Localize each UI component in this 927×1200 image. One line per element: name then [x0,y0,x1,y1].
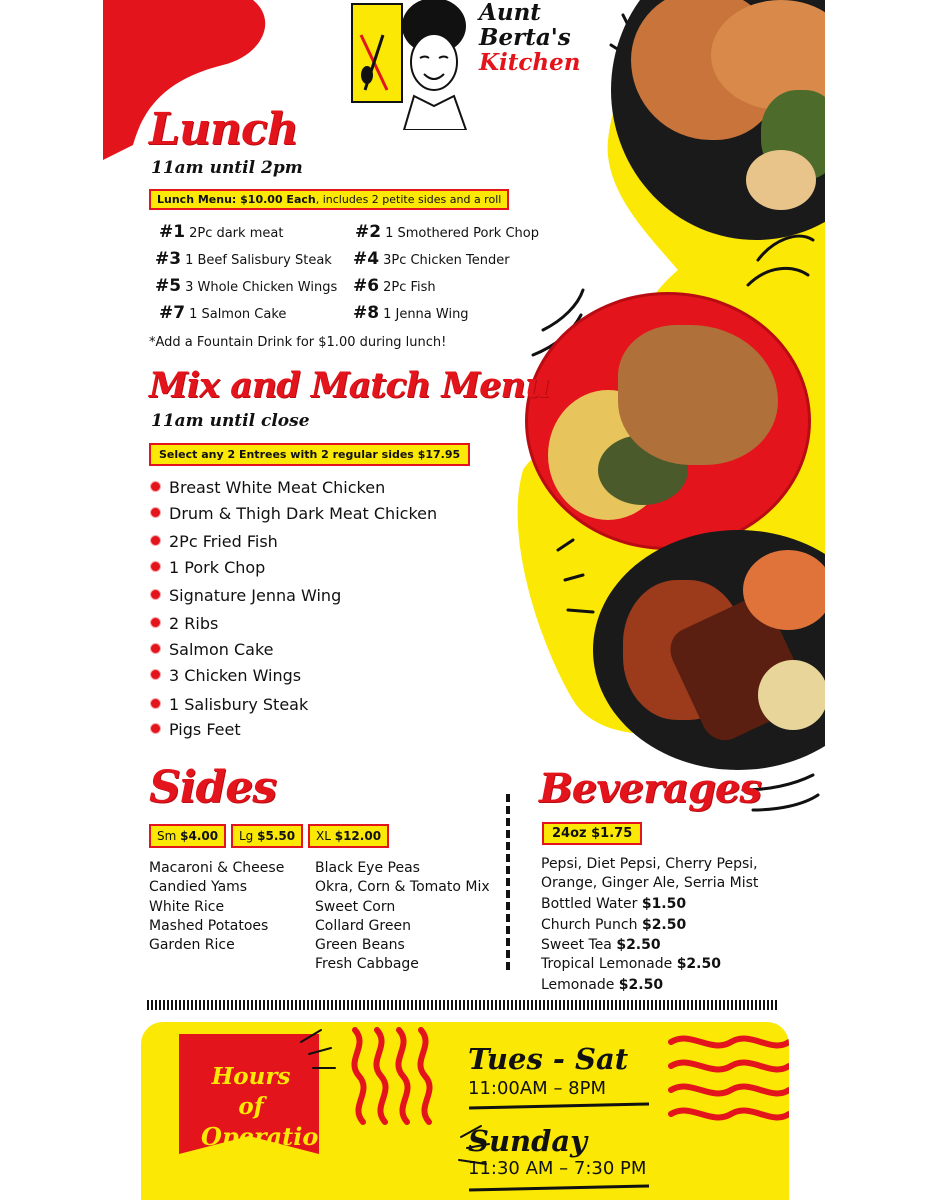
list-item [150,504,437,523]
entree-name: 3 Chicken Wings [169,666,302,685]
bullet-icon [150,669,161,680]
sides-column-1 [149,859,284,955]
size-price: $4.00 [180,829,219,843]
lunch-price-rest: , includes 2 petite sides and a roll [315,193,502,206]
hours-day-sunday: Sunday [468,1124,588,1158]
hours-label-line-2: Operation [201,1122,336,1151]
beverage-item [541,917,686,933]
hours-day-weekday: Tues - Sat [468,1042,629,1076]
bullet-icon [150,561,161,572]
entree-name: 2Pc Fried Fish [169,532,278,551]
lunch-item [353,303,469,323]
side-item: Green Beans [315,937,405,954]
beverage-price: $1.50 [641,896,687,912]
side-item: Macaroni & Cheese [149,860,285,876]
size-label: Sm [157,829,177,843]
bullet-icon [150,698,161,709]
hours-time-weekday: 11:00AM – 8PM [468,1078,606,1099]
sides-column-2 [315,859,490,975]
side-item: Candied Yams [149,879,248,896]
side-size-lg [231,824,303,848]
list-item [150,558,265,577]
side-item: White Rice [149,898,225,915]
brand-line-2: Berta's [479,24,571,51]
lunch-price-bold: Lunch Menu: $10.00 Each [157,193,316,206]
lunch-item [355,222,539,242]
lunch-item-name: 1 Salmon Cake [189,307,287,322]
mix-price-banner [149,443,470,466]
entree-name: Signature Jenna Wing [169,586,342,605]
side-item: Fresh Cabbage [315,956,419,973]
list-item [150,695,308,714]
lunch-item-number: #3 [155,249,182,269]
beverage-name: Sweet Tea [541,937,617,953]
beverage-name: Lemonade [541,977,619,993]
beverage-price: $2.50 [618,977,664,993]
list-item [150,666,301,685]
bullet-icon [150,589,161,600]
beverage-price: $2.50 [641,917,687,933]
size-label: XL [316,829,331,843]
lunch-item-number: #1 [159,222,186,242]
side-item: Garden Rice [149,937,235,954]
beverage-item [541,896,686,912]
list-item [150,614,218,633]
utensils-logo-box [351,3,403,103]
aunt-berta-portrait [398,0,468,130]
list-item [150,478,385,497]
food-plate-fish [525,292,811,550]
list-item [150,586,341,605]
beverage-name: Church Punch [541,917,642,933]
beverage-price: $2.50 [676,956,721,972]
size-label: Lg [239,829,254,843]
lunch-item-name: 1 Jenna Wing [383,307,469,322]
brand-line-3: Kitchen [479,49,581,76]
beverage-price: $2.50 [616,937,661,953]
hatch-divider [147,1000,779,1010]
side-size-xl [308,824,389,848]
lunch-item-number: #6 [353,276,380,296]
hours-label [201,1062,336,1152]
lunch-item-number: #2 [355,222,382,242]
entree-name: Drum & Thigh Dark Meat Chicken [169,504,438,523]
entree-name: Salmon Cake [169,640,274,659]
lunch-item-name: 3 Whole Chicken Wings [185,280,338,295]
lunch-item-name: 1 Beef Salisbury Steak [185,253,332,268]
beverages-title: Beverages [539,765,761,812]
bullet-icon [150,507,161,518]
menu-board [103,0,825,1200]
lunch-drink-note: *Add a Fountain Drink for $1.00 during lunch! [149,335,447,350]
side-size-sm [149,824,226,848]
entree-name: 1 Salisbury Steak [169,695,309,714]
bullet-icon [150,535,161,546]
lunch-item [353,276,436,296]
beverage-name: Bottled Water [541,896,642,912]
lunch-item-number: #7 [159,303,186,323]
hours-panel [141,1022,789,1200]
soda-list-line-2: Orange, Ginger Ale, Serria Mist [541,875,759,891]
lunch-price-banner [149,189,509,210]
bullet-icon [150,723,161,734]
section-divider [506,794,510,970]
side-item: Okra, Corn & Tomato Mix [315,879,490,896]
list-item [150,532,278,551]
sides-title: Sides [149,762,277,813]
side-item: Black Eye Peas [315,860,420,876]
beverage-size-banner [542,822,642,845]
lunch-item-number: #8 [353,303,380,323]
lunch-item [159,303,286,323]
hours-label-line-1: Hours of [211,1063,291,1120]
lunch-item [159,222,283,242]
beverage-name: Tropical Lemonade [541,956,677,972]
soda-list-line-1: Pepsi, Diet Pepsi, Cherry Pepsi, [541,856,758,872]
lunch-item-number: #5 [155,276,182,296]
entree-name: 2 Ribs [169,614,219,633]
bullet-icon [150,481,161,492]
side-item: Collard Green [315,917,411,934]
mix-title: Mix and Match Menu [149,365,550,406]
lunch-hours: 11am until 2pm [151,158,303,178]
lunch-item-name: 2Pc Fish [383,280,436,295]
entree-name: 1 Pork Chop [169,558,266,577]
bullet-icon [150,643,161,654]
beverage-size-text: 24oz $1.75 [552,826,633,841]
entree-name: Pigs Feet [169,720,241,739]
side-item: Sweet Corn [315,898,396,915]
list-item [150,720,241,739]
fork-spoon-icon [353,5,401,101]
beverage-item [541,937,661,953]
lunch-item-number: #4 [353,249,380,269]
lunch-item-name: 2Pc dark meat [189,226,284,241]
brand-name [479,0,580,75]
lunch-item [155,249,332,269]
lunch-item [353,249,510,269]
lunch-item [155,276,337,296]
mix-hours: 11am until close [151,411,310,431]
size-price: $5.50 [257,829,296,843]
brand-line-1: Aunt [479,0,541,26]
lunch-item-name: 3Pc Chicken Tender [383,253,510,268]
list-item [150,640,274,659]
side-item: Mashed Potatoes [149,917,269,934]
bullet-icon [150,617,161,628]
lunch-item-name: 1 Smothered Pork Chop [385,226,539,241]
size-price: $12.00 [334,829,382,843]
hours-time-sunday: 11:30 AM – 7:30 PM [468,1158,647,1179]
beverage-item [541,956,721,972]
mix-price-text: Select any 2 Entrees with 2 regular sides $17.95 [159,448,461,461]
beverage-item [541,977,663,993]
entree-name: Breast White Meat Chicken [169,478,386,497]
lunch-title: Lunch [149,104,298,155]
